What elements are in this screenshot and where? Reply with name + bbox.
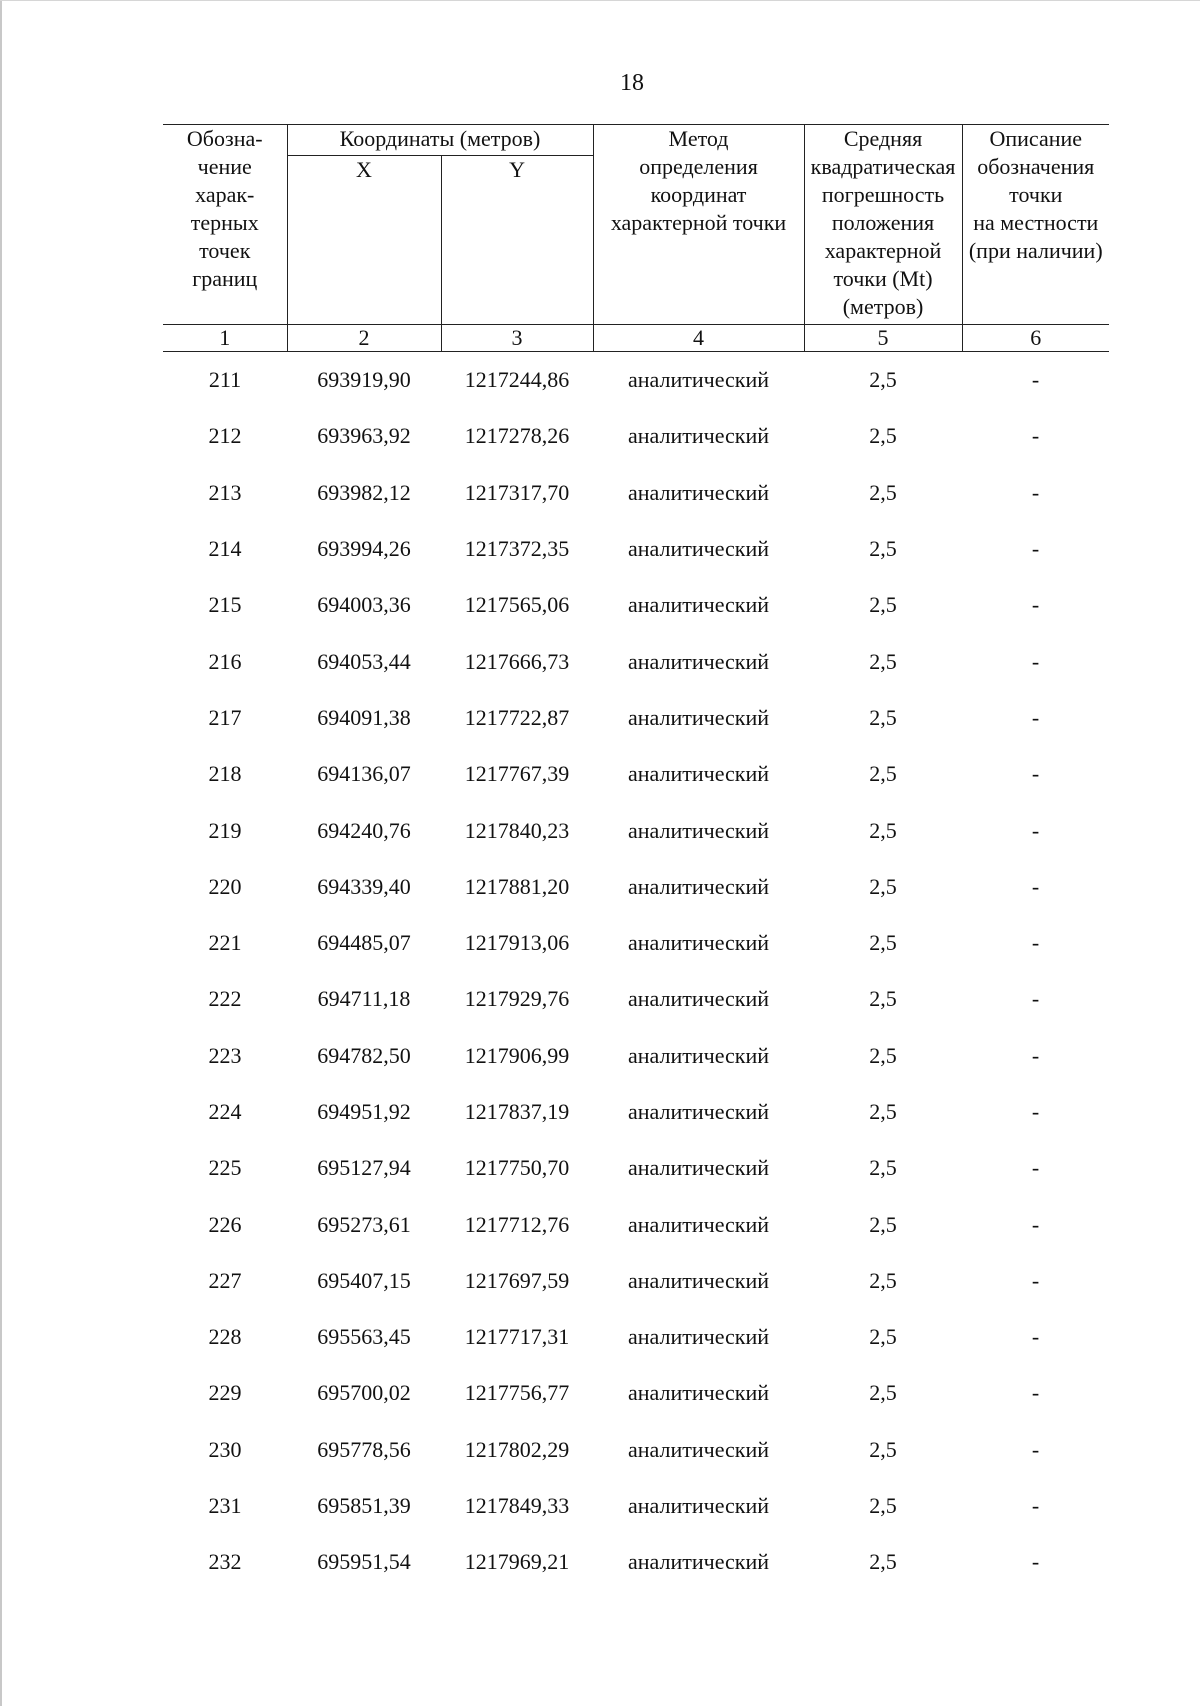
cell-method: аналитический xyxy=(628,1267,770,1293)
cell-method: аналитический xyxy=(628,1549,770,1575)
cell-error: 2,5 xyxy=(869,930,897,956)
cell-description: - xyxy=(1031,1211,1040,1237)
cell-description: - xyxy=(1031,1267,1040,1293)
cell-error: 2,5 xyxy=(869,1099,897,1124)
cell-x-coordinate: 694782,50 xyxy=(317,1042,411,1068)
cell-error: 2,5 xyxy=(869,1493,897,1519)
cell-point-number: 219 xyxy=(208,817,242,843)
cell-y-coordinate: 1217712,76 xyxy=(464,1211,570,1237)
cell-y-coordinate: 1217717,31 xyxy=(464,1324,570,1350)
cell-x-coordinate: 693919,90 xyxy=(317,367,411,393)
cell-description: - xyxy=(1031,761,1040,787)
cell-description: - xyxy=(1031,1155,1040,1181)
cell-point-number: 213 xyxy=(208,479,242,505)
cell-x-coordinate: 695851,39 xyxy=(317,1493,411,1519)
cell-error: 2,5 xyxy=(869,367,897,393)
table-row xyxy=(163,915,1109,971)
table-row xyxy=(163,352,1109,409)
cell-x-coordinate: 695700,02 xyxy=(317,1380,411,1406)
cell-x-coordinate: 693982,12 xyxy=(317,479,411,505)
cell-description: - xyxy=(1031,1324,1040,1350)
cell-x-coordinate: 694003,36 xyxy=(317,592,411,618)
cell-description: - xyxy=(1031,592,1040,618)
table-row xyxy=(163,1534,1109,1590)
table-row xyxy=(163,690,1109,746)
cell-point-number: 217 xyxy=(208,704,242,730)
cell-point-number: 221 xyxy=(208,930,242,956)
cell-method: аналитический xyxy=(628,1211,770,1237)
cell-y-coordinate: 1217840,23 xyxy=(464,817,570,843)
cell-y-coordinate: 1217802,29 xyxy=(464,1436,570,1462)
column-number: 4 xyxy=(593,325,804,352)
cell-error: 2,5 xyxy=(869,1436,897,1462)
table-row xyxy=(163,633,1109,689)
cell-error: 2,5 xyxy=(869,1380,897,1406)
column-number: 2 xyxy=(287,325,441,352)
cell-error: 2,5 xyxy=(869,704,897,730)
cell-description: - xyxy=(1031,423,1040,449)
cell-method: аналитический xyxy=(628,423,770,449)
column-number: 5 xyxy=(804,325,962,352)
cell-error: 2,5 xyxy=(869,1324,897,1350)
cell-x-coordinate: 693963,92 xyxy=(317,423,411,449)
header-description xyxy=(962,125,1109,325)
cell-x-coordinate: 694136,07 xyxy=(317,761,411,787)
cell-point-number: 229 xyxy=(208,1380,242,1406)
cell-point-number: 232 xyxy=(208,1549,242,1575)
cell-y-coordinate: 1217837,19 xyxy=(464,1099,570,1124)
cell-error: 2,5 xyxy=(869,423,897,449)
cell-description: - xyxy=(1031,1493,1040,1519)
cell-method: аналитический xyxy=(628,930,770,956)
header-point-designation-text: Обозна- чение харак- терных точек границ xyxy=(186,126,263,291)
cell-description: - xyxy=(1031,930,1040,956)
cell-x-coordinate: 694091,38 xyxy=(317,704,411,730)
header-x: X xyxy=(287,156,441,325)
cell-method: аналитический xyxy=(628,986,770,1012)
cell-method: аналитический xyxy=(628,761,770,787)
cell-point-number: 230 xyxy=(208,1436,242,1462)
cell-x-coordinate: 694711,18 xyxy=(317,986,411,1012)
cell-method: аналитический xyxy=(628,1493,770,1519)
header-coordinates-group: Координаты (метров) xyxy=(287,125,593,156)
cell-point-number: 223 xyxy=(208,1042,242,1068)
cell-description: - xyxy=(1031,536,1040,562)
table-row xyxy=(163,1253,1109,1309)
page-edge xyxy=(0,0,2,1706)
cell-point-number: 215 xyxy=(208,592,242,618)
cell-x-coordinate: 695407,15 xyxy=(317,1267,411,1293)
cell-x-coordinate: 694240,76 xyxy=(317,817,411,843)
cell-description: - xyxy=(1031,704,1040,730)
coordinates-table-wrapper xyxy=(163,124,1109,1591)
cell-error: 2,5 xyxy=(869,986,897,1012)
cell-method: аналитический xyxy=(628,648,770,674)
cell-description: - xyxy=(1031,367,1040,393)
cell-description: - xyxy=(1031,1436,1040,1462)
table-row xyxy=(163,521,1109,577)
cell-y-coordinate: 1217969,21 xyxy=(464,1549,570,1575)
cell-method: аналитический xyxy=(628,1324,770,1350)
cell-x-coordinate: 693994,26 xyxy=(317,536,411,562)
cell-x-coordinate: 695127,94 xyxy=(317,1155,411,1181)
cell-error: 2,5 xyxy=(869,761,897,787)
cell-description: - xyxy=(1031,648,1040,674)
cell-method: аналитический xyxy=(628,704,770,730)
table-row xyxy=(163,1084,1109,1140)
cell-error: 2,5 xyxy=(869,536,897,562)
cell-point-number: 214 xyxy=(208,536,242,562)
cell-error: 2,5 xyxy=(869,1155,897,1181)
cell-error: 2,5 xyxy=(869,1549,897,1575)
cell-description: - xyxy=(1031,817,1040,843)
table-row xyxy=(163,1196,1109,1252)
header-y: Y xyxy=(441,156,593,325)
table-row xyxy=(163,1365,1109,1421)
cell-x-coordinate: 694053,44 xyxy=(317,648,411,674)
cell-error: 2,5 xyxy=(869,1042,897,1068)
cell-point-number: 212 xyxy=(208,423,242,449)
column-numbers-row xyxy=(163,325,1109,352)
cell-method: аналитический xyxy=(628,1042,770,1068)
table-row xyxy=(163,577,1109,633)
cell-x-coordinate: 694485,07 xyxy=(317,930,411,956)
table-row xyxy=(163,465,1109,521)
header-mean-square-error-text: Средняя квадратическая погрешность положения характерной точки (Mt) (метров) xyxy=(810,126,956,319)
cell-y-coordinate: 1217697,59 xyxy=(464,1267,570,1293)
cell-error: 2,5 xyxy=(869,592,897,618)
cell-method: аналитический xyxy=(628,592,770,618)
cell-description: - xyxy=(1031,1549,1040,1575)
cell-y-coordinate: 1217317,70 xyxy=(464,479,570,505)
page-edge-top xyxy=(0,0,1200,1)
cell-description: - xyxy=(1031,873,1040,899)
cell-y-coordinate: 1217565,06 xyxy=(464,592,570,618)
cell-point-number: 228 xyxy=(208,1324,242,1350)
cell-y-coordinate: 1217750,70 xyxy=(464,1155,570,1181)
cell-x-coordinate: 694951,92 xyxy=(317,1099,411,1124)
cell-point-number: 231 xyxy=(208,1493,242,1519)
cell-y-coordinate: 1217244,86 xyxy=(464,367,570,393)
cell-description: - xyxy=(1031,986,1040,1012)
table-row xyxy=(163,1478,1109,1534)
cell-point-number: 222 xyxy=(208,986,242,1012)
table-row xyxy=(163,1309,1109,1365)
cell-description: - xyxy=(1031,1380,1040,1406)
table-row xyxy=(163,859,1109,915)
cell-point-number: 226 xyxy=(208,1211,242,1237)
column-number: 6 xyxy=(962,325,1109,352)
cell-y-coordinate: 1217666,73 xyxy=(464,648,570,674)
header-description-text: Описание обозначения точки на местности (при наличии) xyxy=(968,126,1103,263)
cell-x-coordinate: 695778,56 xyxy=(317,1436,411,1462)
cell-method: аналитический xyxy=(628,817,770,843)
cell-x-coordinate: 695563,45 xyxy=(317,1324,411,1350)
table-body xyxy=(163,352,1109,1591)
cell-y-coordinate: 1217722,87 xyxy=(464,704,570,730)
header-method-text: Метод определения координат характерной точки xyxy=(610,126,787,235)
cell-description: - xyxy=(1031,1042,1040,1068)
cell-y-coordinate: 1217278,26 xyxy=(464,423,570,449)
cell-description: - xyxy=(1031,1099,1040,1124)
cell-method: аналитический xyxy=(628,1155,770,1181)
header-point-designation xyxy=(163,125,287,325)
column-number: 3 xyxy=(441,325,593,352)
cell-method: аналитический xyxy=(628,1436,770,1462)
table-row xyxy=(163,408,1109,464)
cell-x-coordinate: 695951,54 xyxy=(317,1549,411,1575)
cell-error: 2,5 xyxy=(869,648,897,674)
column-number: 1 xyxy=(163,325,287,352)
cell-y-coordinate: 1217767,39 xyxy=(464,761,570,787)
cell-point-number: 220 xyxy=(208,873,242,899)
cell-error: 2,5 xyxy=(869,1267,897,1293)
cell-method: аналитический xyxy=(628,367,770,393)
cell-point-number: 218 xyxy=(208,761,242,787)
cell-point-number: 225 xyxy=(208,1155,242,1181)
cell-x-coordinate: 694339,40 xyxy=(317,873,411,899)
table-row xyxy=(163,802,1109,858)
cell-x-coordinate: 695273,61 xyxy=(317,1211,411,1237)
coordinates-table xyxy=(163,124,1109,1591)
cell-method: аналитический xyxy=(628,479,770,505)
cell-error: 2,5 xyxy=(869,1211,897,1237)
header-method xyxy=(593,125,804,325)
cell-y-coordinate: 1217929,76 xyxy=(464,986,570,1012)
cell-error: 2,5 xyxy=(869,479,897,505)
cell-description: - xyxy=(1031,479,1040,505)
cell-point-number: 216 xyxy=(208,648,242,674)
cell-point-number: 211 xyxy=(208,367,242,393)
cell-y-coordinate: 1217906,99 xyxy=(464,1042,570,1068)
cell-y-coordinate: 1217372,35 xyxy=(464,536,570,562)
table-row xyxy=(163,1140,1109,1196)
cell-method: аналитический xyxy=(628,536,770,562)
cell-method: аналитический xyxy=(628,1380,770,1406)
cell-point-number: 227 xyxy=(208,1267,242,1293)
cell-point-number: 224 xyxy=(208,1099,242,1124)
table-row xyxy=(163,746,1109,802)
cell-y-coordinate: 1217913,06 xyxy=(464,930,570,956)
cell-error: 2,5 xyxy=(869,817,897,843)
cell-y-coordinate: 1217881,20 xyxy=(464,873,570,899)
page-number: 18 xyxy=(620,70,644,96)
cell-y-coordinate: 1217849,33 xyxy=(464,1493,570,1519)
cell-method: аналитический xyxy=(628,873,770,899)
cell-error: 2,5 xyxy=(869,873,897,899)
header-mean-square-error xyxy=(804,125,962,325)
table-row xyxy=(163,1028,1109,1084)
table-row xyxy=(163,971,1109,1027)
cell-y-coordinate: 1217756,77 xyxy=(464,1380,570,1406)
cell-method: аналитический xyxy=(628,1099,770,1124)
table-row xyxy=(163,1422,1109,1478)
